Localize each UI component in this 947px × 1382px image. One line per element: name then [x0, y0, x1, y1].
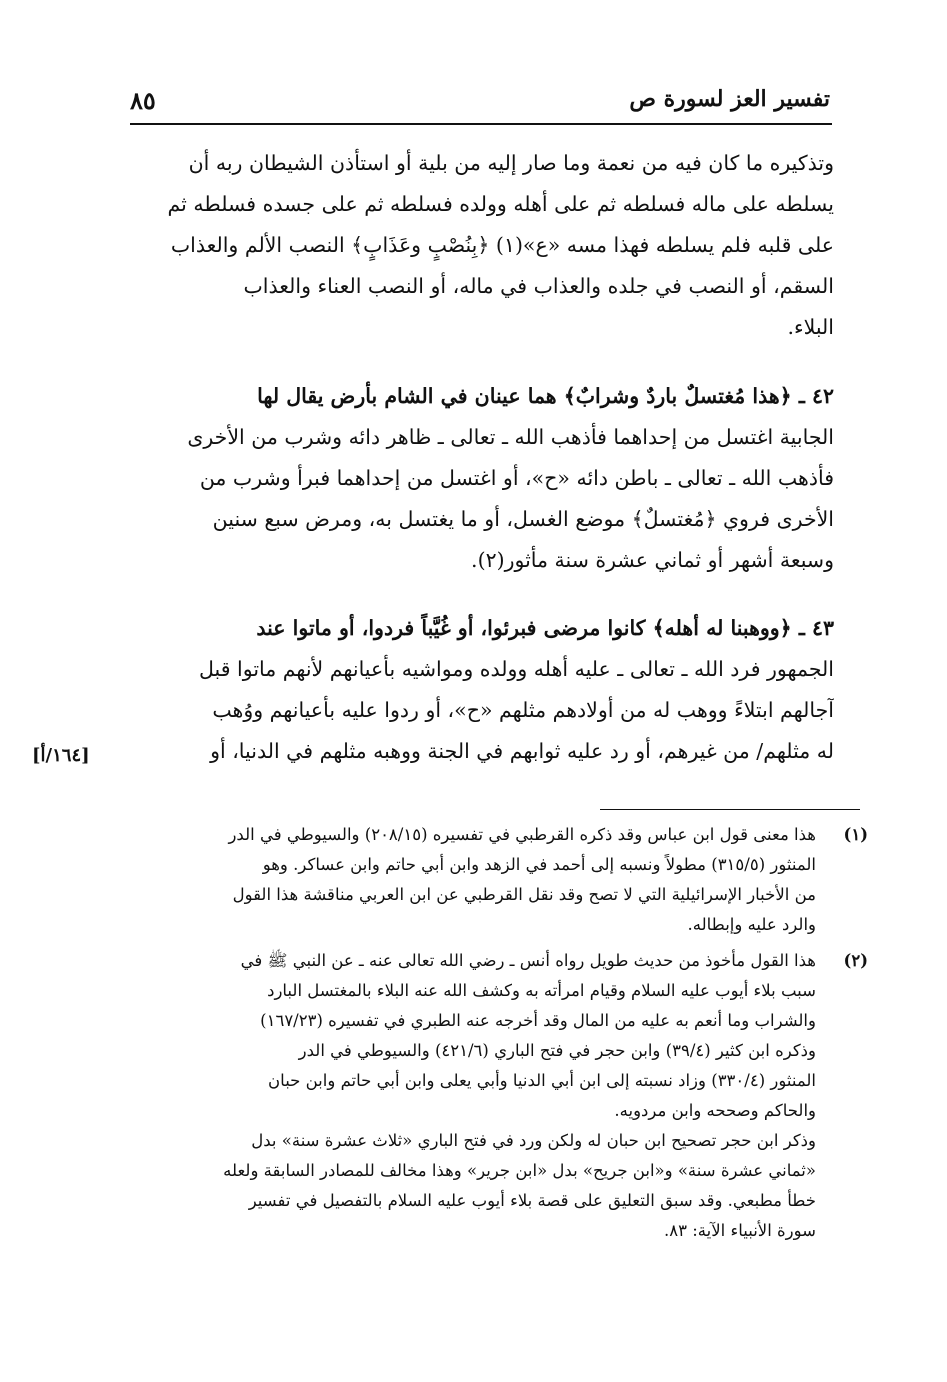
footnote-line: سورة الأنبياء الآية: ٨٣. [663, 1221, 816, 1240]
footnote-line: «ثماني عشرة سنة» و«ابن جريح» بدل «ابن جرير» وهذا مخالف للمصادر السابقة ولعله [223, 1161, 816, 1180]
text-line: ٤٣ ـ ﴿ووهبنا له أهله﴾ كانوا مرضى فبرئوا، أو غُيَّباً فردوا، أو ماتوا عند [256, 616, 834, 640]
footnote-line: هذا القول مأخوذ من حديث طويل رواه أنس ـ رضي الله تعالى عنه ـ عن النبي ﷺ في [240, 951, 816, 970]
footnote-line: وذكره ابن كثير (٣٩/٤) وابن حجر في فتح الباري (٤٢١/٦) والسيوطي في الدر [298, 1041, 816, 1060]
footnote-rule [600, 809, 860, 810]
footnote-line: المنثور (٣١٥/٥) مطولاً ونسبه إلى أحمد في الزهد وابن أبي حاتم وابن عساكر. وهو [262, 855, 816, 874]
paragraph-1 [118, 143, 834, 348]
running-title: تفسير العز لسورة ص [629, 86, 830, 112]
text-line: الجابية اغتسل من إحداهما فأذهب الله ـ تعالى ـ ظاهر دائه وشرب من الأخرى [187, 425, 834, 449]
text-line: له مثلهم/ من غيرهم، أو رد عليه ثوابهم في الجنة ووهبه مثلهم في الدنيا، أو [210, 739, 834, 763]
footnote-line: المنثور (٣٣٠/٤) وزاد نسبته إلى ابن أبي الدنيا وأبي يعلى وابن أبي حاتم وابن حبان [268, 1071, 816, 1090]
footnote-line: خطأ مطبعي. وقد سبق التعليق على قصة بلاء أيوب عليه السلام بالتفصيل في تفسير [248, 1191, 816, 1210]
header-rule [130, 123, 832, 125]
page-number: ٨٥ [130, 86, 156, 115]
footnote-2 [118, 946, 868, 1246]
text-line: فأذهب الله ـ تعالى ـ باطن دائه «ح»، أو اغتسل من إحداهما فبرأ وشرب من [199, 466, 834, 490]
footnote-line: سبب بلاء أيوب عليه السلام وقيام امرأته به وكشف الله عنه البلاء بالمغتسل البارد [267, 981, 816, 1000]
text-line: الجمهور فرد الله ـ تعالى ـ عليه أهله وولده ومواشيه بأعيانهم لأنهم ماتوا قبل [199, 657, 834, 681]
text-line: البلاء. [787, 315, 834, 339]
footnote-line: وذكر ابن حجر تصحيح ابن حبان له ولكن ورد في فتح الباري «ثلاث عشرة سنة» بدل [251, 1131, 816, 1150]
text-line: وتذكيره ما كان فيه من نعمة وما صار إليه من بلية أو استأذن الشيطان ربه أن [188, 151, 834, 175]
text-line: آجالهم ابتلاءً ووهب له من أولادهم مثلهم «ح»، أو ردوا عليه بأعيانهم ووُهب [212, 698, 834, 722]
footnote-line: والحاكم وصححه وابن مردويه. [614, 1101, 816, 1120]
footnote-number: (١) [843, 825, 868, 844]
footnote-line: والرد عليه وإبطاله. [687, 915, 816, 934]
paragraph-ayah-43 [118, 608, 834, 772]
text-line: وسبعة أشهر أو ثماني عشرة سنة مأثور(٢). [471, 548, 834, 572]
text-line: ٤٢ ـ ﴿هذا مُغتسلٌ باردٌ وشرابٌ﴾ هما عينان في الشام بأرض يقال لها [257, 384, 834, 408]
footnote-line: والشراب وما أنعم به عليه من المال وقد أخرجه عنه الطبري في تفسيره (١٦٧/٢٣) [260, 1011, 816, 1030]
text-line: الأخرى فروي ﴿مُغتسلٌ﴾ موضع الغسل، أو ما يغتسل به، ومرض سبع سنين [212, 507, 834, 531]
page-header [130, 82, 830, 120]
footnote-1 [118, 820, 868, 940]
footnote-line: من الأخبار الإسرائيلية التي لا تصح وقد نقل القرطبي عن ابن العربي مناقشة هذا القول [232, 885, 816, 904]
footnote-line: هذا معنى قول ابن عباس وقد ذكره القرطبي في تفسيره (٢٠٨/١٥) والسيوطي في الدر [228, 825, 816, 844]
footnotes [118, 820, 868, 1246]
manuscript-folio-ref: [١٦٤/أ] [32, 745, 90, 766]
text-line: السقم، أو النصب في جلده والعذاب في ماله، أو النصب العناء والعذاب [243, 274, 834, 298]
text-line: يسلطه على ماله فسلطه ثم على أهله وولده فسلطه ثم على جسده فسلطه ثم [167, 192, 834, 216]
text-line: على قلبه فلم يسلطه فهذا مسه «ع»(١) ﴿بِنُصْبٍ وعَذَابٍ﴾ النصب الألم والعذاب [170, 233, 834, 257]
footnote-number: (٢) [843, 951, 868, 970]
paragraph-ayah-42 [118, 376, 834, 581]
